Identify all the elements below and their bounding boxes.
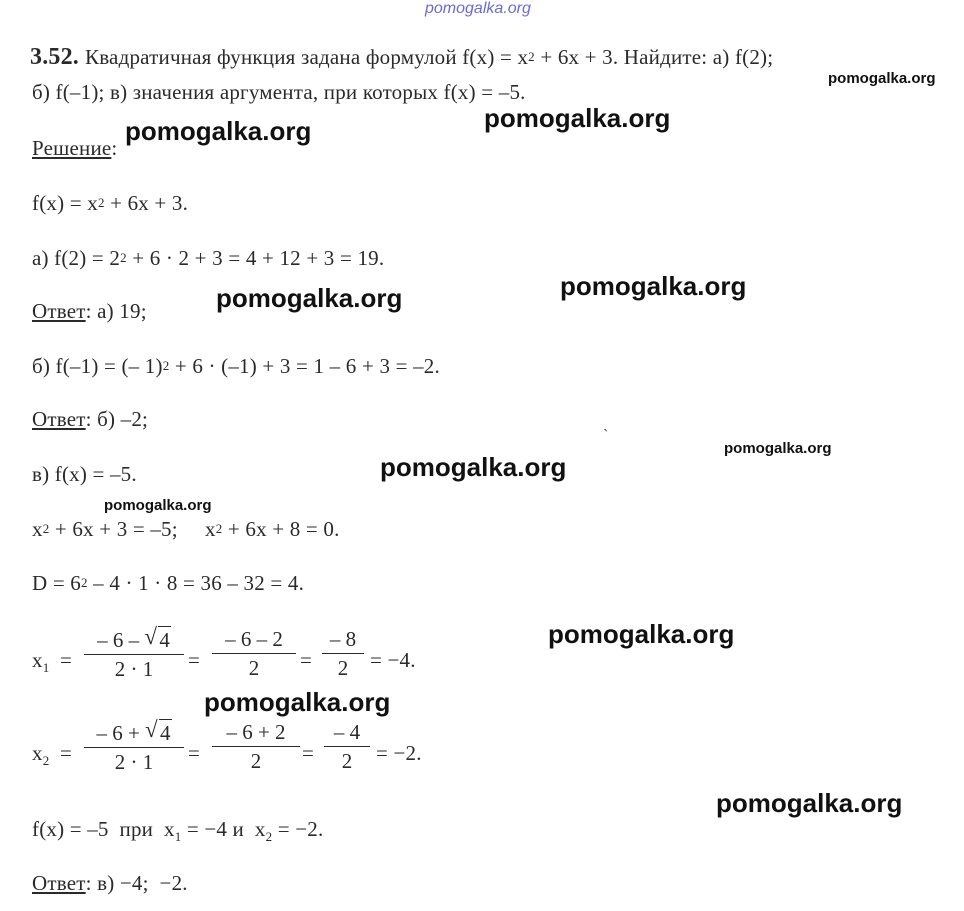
text: – 4 · 1 · 8 = 36 – 32 = 4. <box>87 571 305 595</box>
solution-colon: : <box>111 136 118 160</box>
x1-fraction-3 <box>322 626 364 681</box>
numerator <box>84 626 184 653</box>
exponent: 2 <box>162 358 170 373</box>
solution-label-text: Решение <box>32 136 112 160</box>
answer-a <box>32 299 147 323</box>
top-watermark: pomogalka.org <box>425 0 531 17</box>
watermark: pomogalka.org <box>380 452 567 482</box>
denominator: 2 · 1 <box>114 657 154 681</box>
denominator: 2 <box>341 749 353 773</box>
answer-label: Ответ <box>32 407 86 431</box>
watermark: pomogalka.org <box>125 116 312 146</box>
problem-text-1: Квадратичная функция задана формулой f(x) = x <box>85 45 529 69</box>
text: + 6x + 3 = –5; x <box>49 517 216 541</box>
text: = −2. <box>272 817 324 841</box>
answer-label: Ответ <box>32 299 86 323</box>
fraction-bar <box>212 746 300 747</box>
answer-label: Ответ <box>32 871 86 895</box>
final-statement <box>32 817 323 844</box>
equals-sign: = <box>300 648 313 672</box>
problem-text-1-rest: + 6x + 3. Найдите: а) f(2); <box>534 45 774 69</box>
answer-b <box>32 407 148 431</box>
answer-text: : б) –2; <box>85 407 149 431</box>
exponent: 2 <box>97 195 105 210</box>
watermark: pomogalka.org <box>548 619 735 649</box>
fraction-bar <box>324 746 370 747</box>
watermark: pomogalka.org <box>560 271 747 301</box>
denominator: 2 <box>337 656 349 680</box>
watermark: pomogalka.org <box>716 788 903 818</box>
sqrt-argument: 4 <box>160 721 171 745</box>
radical-icon: √ <box>145 717 158 742</box>
denominator: 2 <box>250 749 262 773</box>
subscript: 1 <box>42 660 50 675</box>
equals-sign: = <box>60 741 73 765</box>
step-b <box>32 354 440 381</box>
problem-line-1 <box>30 45 773 72</box>
fraction-bar <box>212 653 296 654</box>
discriminant-line <box>32 571 304 598</box>
x1-result: = −4. <box>370 648 416 672</box>
text: = −4 и x <box>181 817 266 841</box>
numerator: – 6 – 2 <box>225 627 283 651</box>
step-a <box>32 246 384 273</box>
watermark: pomogalka.org <box>828 70 936 87</box>
exponent: 2 <box>215 521 223 536</box>
answer-text: : а) 19; <box>85 299 147 323</box>
numerator <box>84 719 184 746</box>
equals-sign: = <box>188 648 201 672</box>
equals-sign: = <box>188 741 201 765</box>
text: + 6 · (–1) + 3 = 1 – 6 + 3 = –2. <box>169 354 440 378</box>
answer-v <box>32 871 188 895</box>
answer-text: : в) −4; −2. <box>85 871 188 895</box>
numerator: – 4 <box>333 720 361 744</box>
problem-line-2: б) f(–1); в) значения аргумента, при которых f(x) = –5. <box>32 80 526 104</box>
numerator: – 8 <box>329 627 357 651</box>
x1-fraction-2 <box>212 626 296 681</box>
fraction-bar <box>84 747 184 748</box>
text: а) f(2) = 2 <box>32 246 121 270</box>
x2-fraction-2 <box>212 719 300 774</box>
exponent: 2 <box>528 49 535 64</box>
equation-line <box>32 517 340 544</box>
numerator: – 6 + 2 <box>226 720 286 744</box>
equals-sign: = <box>302 741 315 765</box>
watermark: pomogalka.org <box>724 440 832 457</box>
text: + 6 · 2 + 3 = 4 + 12 + 3 = 19. <box>126 246 385 270</box>
denominator: 2 <box>248 656 260 680</box>
text: б) f(–1) = (– 1) <box>32 354 163 378</box>
x2-label <box>32 741 49 768</box>
sqrt-argument: 4 <box>159 628 170 652</box>
radical-icon: √ <box>144 624 157 649</box>
exponent: 2 <box>42 521 50 536</box>
watermark: pomogalka.org <box>216 283 403 313</box>
text: – 6 – <box>97 628 145 652</box>
sqrt <box>144 626 171 653</box>
text: D = 6 <box>32 571 82 595</box>
problem-number: 3.52. <box>30 44 79 70</box>
step-v: в) f(x) = –5. <box>32 462 137 486</box>
text: f(x) = –5 при x <box>32 817 175 841</box>
text: x <box>32 648 43 672</box>
text: x <box>32 517 43 541</box>
subscript: 2 <box>265 829 273 844</box>
equals-sign: = <box>60 648 73 672</box>
watermark: pomogalka.org <box>204 687 391 717</box>
fraction-bar <box>322 653 364 654</box>
watermark: pomogalka.org <box>484 103 671 133</box>
exponent: 2 <box>81 575 88 590</box>
subscript: 2 <box>42 753 50 768</box>
sqrt <box>145 719 172 746</box>
text: – 6 + <box>96 721 146 745</box>
text: f(x) = x <box>32 191 98 215</box>
x2-result: = −2. <box>376 741 422 765</box>
text: x <box>32 741 43 765</box>
x2-fraction-3 <box>324 719 370 774</box>
x1-fraction-1 <box>84 626 184 682</box>
watermark: pomogalka.org <box>104 497 212 514</box>
fraction-bar <box>84 654 184 655</box>
denominator: 2 · 1 <box>114 750 154 774</box>
text: + 6x + 3. <box>104 191 189 215</box>
exponent: 2 <box>120 250 127 265</box>
stray-mark: ` <box>603 427 609 444</box>
x1-label <box>32 648 49 675</box>
text: + 6x + 8 = 0. <box>222 517 340 541</box>
x2-fraction-1 <box>84 719 184 775</box>
function-definition <box>32 191 188 218</box>
solution-label <box>32 136 117 160</box>
subscript: 1 <box>174 829 182 844</box>
